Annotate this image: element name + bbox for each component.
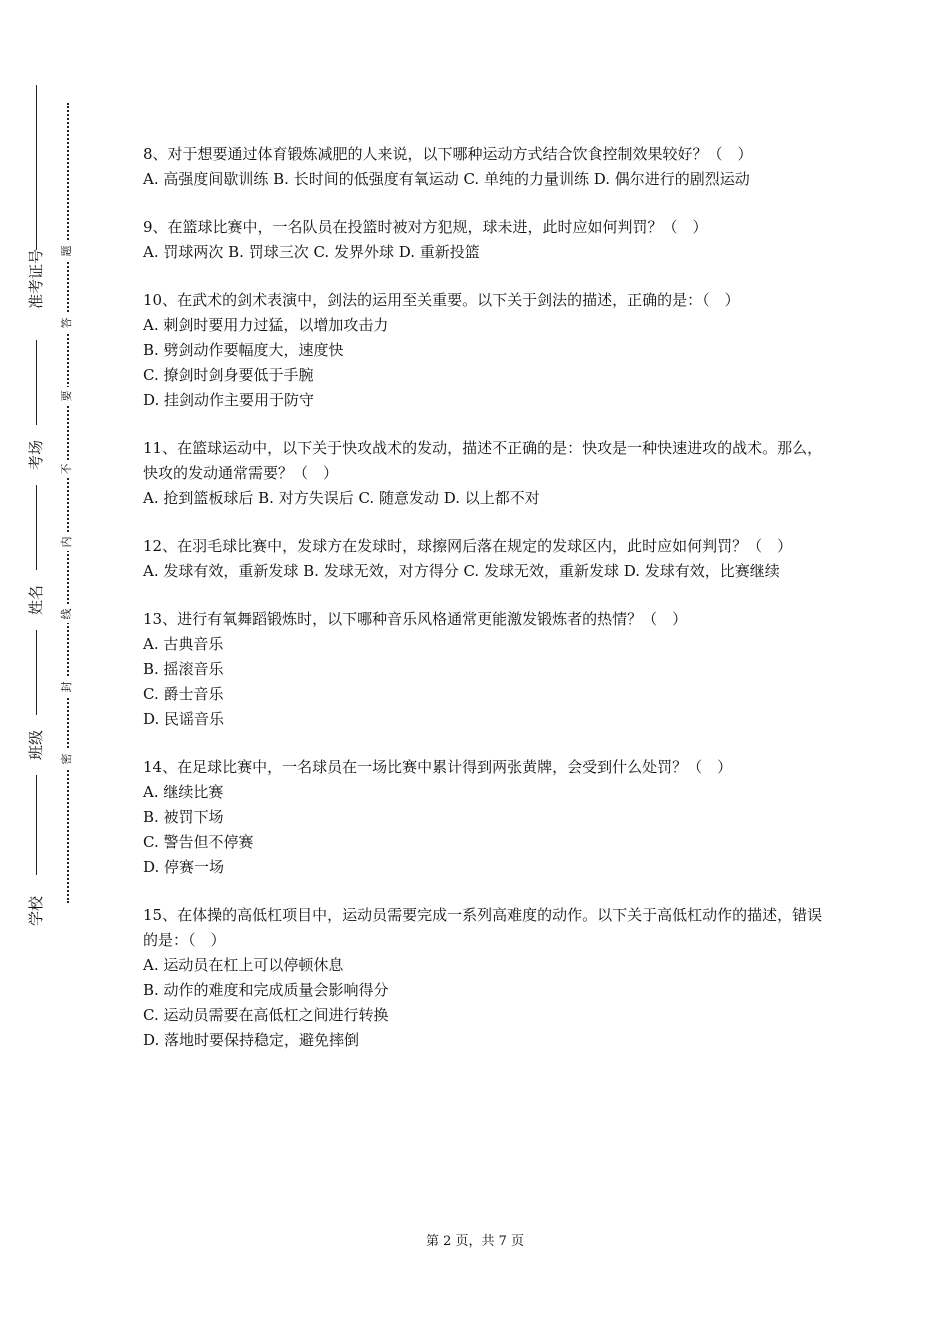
seal-dotted-line [67,103,69,903]
seal-char: 内 [58,533,76,551]
field-line [36,630,37,715]
option-b: B. 劈剑动作要幅度大，速度快 [143,341,344,359]
question-options: A. 罚球两次 B. 罚球三次 C. 发界外球 D. 重新投篮 [143,243,480,261]
question-15 [143,903,823,1053]
question-list [143,142,823,1076]
seal-char: 线 [58,605,76,623]
exam-room-label: 考场 [27,439,45,470]
seal-char: 不 [58,460,76,478]
question-stem: 10、在武术的剑术表演中，剑法的运用至关重要。以下关于剑法的描述，正确的是：（ ） [143,291,740,309]
question-stem: 9、在篮球比赛中，一名队员在投篮时被对方犯规，球未进，此时应如何判罚？（ ） [143,218,708,236]
question-14 [143,755,823,880]
question-9 [143,215,823,265]
question-8 [143,142,823,192]
option-b: B. 被罚下场 [143,808,224,826]
option-a: A. 运动员在杠上可以停顿休息 [143,956,344,974]
question-options: A. 发球有效，重新发球 B. 发球无效，对方得分 C. 发球无效，重新发球 D. 发球有效，比赛继续 [143,562,780,580]
class-label: 班级 [27,729,45,760]
field-line [36,775,37,875]
seal-char: 题 [58,242,76,260]
question-10 [143,288,823,413]
option-d: D. 民谣音乐 [143,710,225,728]
seal-char: 密 [58,750,76,768]
name-label: 姓名 [27,584,45,615]
option-d: D. 落地时要保持稳定，避免摔倒 [143,1031,360,1049]
question-stem: 15、在体操的高低杠项目中，运动员需要完成一系列高难度的动作。以下关于高低杠动作的描述，错误的是：（ ） [143,906,823,949]
option-c: C. 警告但不停赛 [143,833,254,851]
question-stem: 11、在篮球运动中，以下关于快攻战术的发动，描述不正确的是：快攻是一种快速进攻的战术。那么，快攻的发动通常需要？（ ） [143,439,823,482]
option-a: A. 古典音乐 [143,635,224,653]
option-d: D. 停赛一场 [143,858,225,876]
school-label: 学校 [27,895,45,926]
option-c: C. 撩剑时剑身要低于手腕 [143,366,314,384]
seal-char: 封 [58,678,76,696]
field-line [36,340,37,425]
question-stem: 13、进行有氧舞蹈锻炼时，以下哪种音乐风格通常更能激发锻炼者的热情？（ ） [143,610,688,628]
question-stem: 14、在足球比赛中，一名球员在一场比赛中累计得到两张黄牌，会受到什么处罚？（ ） [143,758,733,776]
option-c: C. 运动员需要在高低杠之间进行转换 [143,1006,389,1024]
field-line [36,485,37,570]
seal-char: 答 [58,314,76,332]
question-stem: 12、在羽毛球比赛中，发球方在发球时，球擦网后落在规定的发球区内，此时应如何判罚？（ ） [143,537,793,555]
binding-margin [0,0,110,1344]
seal-char: 要 [58,387,76,405]
question-13 [143,607,823,732]
option-d: D. 挂剑动作主要用于防守 [143,391,315,409]
question-options: A. 抢到篮板球后 B. 对方失误后 C. 随意发动 D. 以上都不对 [143,489,540,507]
option-b: B. 动作的难度和完成质量会影响得分 [143,981,389,999]
option-a: A. 继续比赛 [143,783,224,801]
question-12 [143,534,823,584]
question-11 [143,436,823,511]
page-footer: 第 2 页，共 7 页 [425,1234,525,1249]
exam-number-label: 准考证号 [27,248,45,309]
question-stem: 8、对于想要通过体育锻炼减肥的人来说，以下哪种运动方式结合饮食控制效果较好？（ ） [143,145,753,163]
option-a: A. 刺剑时要用力过猛，以增加攻击力 [143,316,389,334]
field-line [36,85,37,250]
option-b: B. 摇滚音乐 [143,660,224,678]
question-options: A. 高强度间歇训练 B. 长时间的低强度有氧运动 C. 单纯的力量训练 D. 偶尔进行的剧烈运动 [143,170,750,188]
option-c: C. 爵士音乐 [143,685,224,703]
